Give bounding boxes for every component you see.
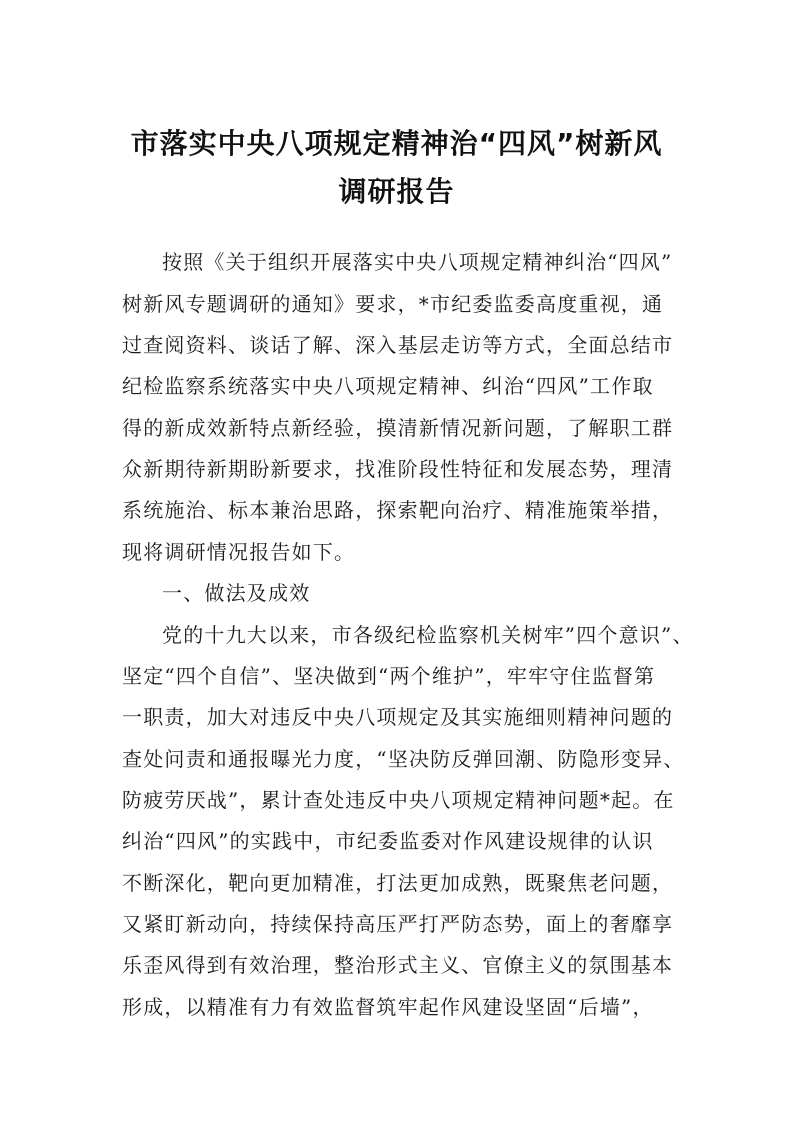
body-line: 按照《关于组织开展落实中央八项规定精神纠治“四风” (162, 250, 673, 274)
document-title-line-1: 市落实中央八项规定精神治“四风”树新风 (130, 127, 663, 160)
body-line: 系统施治、标本兼治思路，探索靶向治疗、精准施策举措， (122, 498, 674, 522)
body-line: 纠治“四风”的实践中，市纪委监委对作风建设规律的认识 (122, 829, 654, 853)
body-line: 查处问责和通报曝光力度，“坚决防反弹回潮、防隐形变异、 (122, 747, 685, 771)
body-line: 形成，以精准有力有效监督筑牢起作风建设坚固“后墙”， (122, 995, 654, 1019)
body-line: 防疲劳厌战”，累计查处违反中央八项规定精神问题*起。在 (122, 788, 675, 812)
body-line: 纪检监察系统落实中央八项规定精神、纠治“四风”工作取 (122, 374, 654, 398)
body-line: 坚定“四个自信”、坚决做到“两个维护”，牢牢守住监督第 (122, 664, 656, 688)
body-line: 过查阅资料、谈话了解、深入基层走访等方式，全面总结市 (122, 333, 674, 357)
body-line: 树新风专题调研的通知》要求，*市纪委监委高度重视，通 (122, 292, 664, 316)
body-line: 一职责，加大对违反中央八项规定及其实施细则精神问题的 (122, 705, 674, 729)
body-line: 又紧盯新动向，持续保持高压严打严防态势，面上的奢靡享 (122, 912, 674, 936)
body-line: 现将调研情况报告如下。 (122, 540, 356, 564)
body-line: 得的新成效新特点新经验，摸清新情况新问题，了解职工群 (122, 416, 674, 440)
body-line: 不断深化，靶向更加精准，打法更加成熟，既聚焦老问题， (122, 871, 674, 895)
body-line: 党的十九大以来，市各级纪检监察机关树牢”四个意识”、 (162, 623, 694, 647)
document-title-line-2: 调研报告 (338, 175, 455, 208)
section-heading: 一、做法及成效 (162, 581, 311, 605)
body-line: 乐歪风得到有效治理，整治形式主义、官僚主义的氛围基本 (122, 953, 674, 977)
body-line: 众新期待新期盼新要求，找准阶段性特征和发展态势，理清 (122, 457, 674, 481)
